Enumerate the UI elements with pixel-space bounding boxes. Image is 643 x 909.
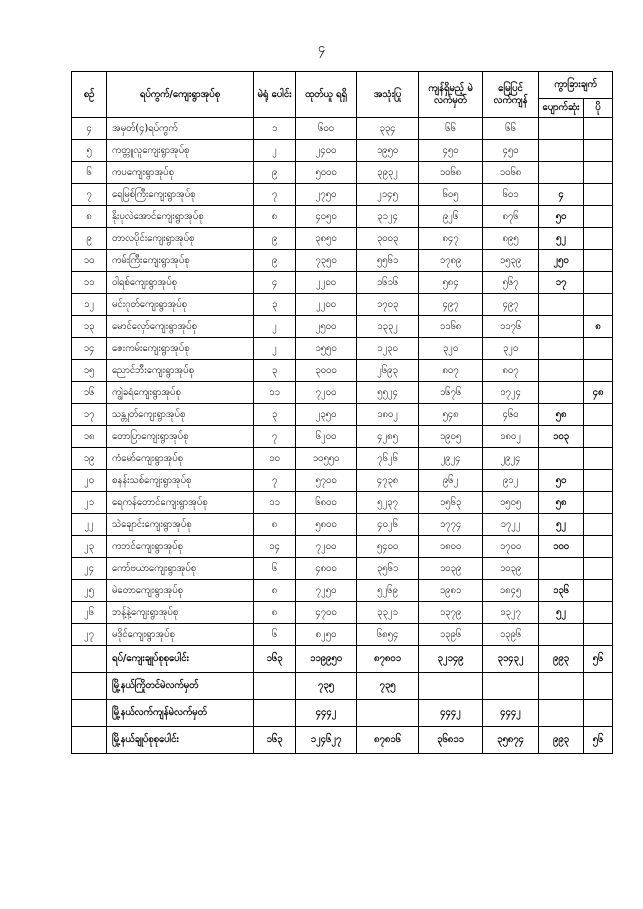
cell-no: ၂၃ bbox=[72, 536, 107, 558]
summary-cell-e bbox=[539, 673, 584, 700]
cell-f bbox=[584, 206, 613, 228]
cell-f bbox=[584, 162, 613, 184]
cell-d: ၁၀၃၉ bbox=[483, 558, 539, 580]
summary-cell-total bbox=[254, 700, 296, 727]
table-row bbox=[72, 338, 613, 360]
table-row bbox=[72, 140, 613, 162]
cell-b: ၅၄၀၀ bbox=[357, 536, 419, 558]
cell-e: ၄ bbox=[539, 184, 584, 206]
cell-b: ၅၂၆၉ bbox=[357, 580, 419, 602]
summary-cell-f bbox=[584, 673, 613, 700]
cell-no: ၈ bbox=[72, 206, 107, 228]
cell-d: ၁၈၀၂ bbox=[483, 426, 539, 448]
cell-no: ၁၀ bbox=[72, 250, 107, 272]
cell-c: ၈၄၇ bbox=[419, 228, 483, 250]
cell-f bbox=[584, 536, 613, 558]
cell-a: ၂၇၅၀ bbox=[296, 184, 357, 206]
cell-c: ၁၇၈၉ bbox=[419, 250, 483, 272]
cell-a: ၆၈၀၀ bbox=[296, 492, 357, 514]
cell-no: ၂၆ bbox=[72, 602, 107, 624]
cell-no: ၁၆ bbox=[72, 382, 107, 404]
cell-a: ၇၂၀၀ bbox=[296, 382, 357, 404]
cell-f bbox=[584, 514, 613, 536]
summary-cell-b: ၈၇၈၁၆ bbox=[357, 727, 419, 754]
cell-b: ၅၅၆၁ bbox=[357, 250, 419, 272]
cell-name: ကပကျေးရွာအုပ်စု bbox=[107, 162, 254, 184]
cell-b: ၁၃၃၂ bbox=[357, 316, 419, 338]
cell-c: ၁၅၆၃ bbox=[419, 492, 483, 514]
cell-b: ၃၅၆၁ bbox=[357, 558, 419, 580]
cell-b: ၇၆၂၆ bbox=[357, 448, 419, 470]
cell-name: ရေကန်တောင်ကျေးရွာအုပ်စု bbox=[107, 492, 254, 514]
cell-total: ၈ bbox=[254, 514, 296, 536]
cell-no: ၁၁ bbox=[72, 272, 107, 294]
cell-e bbox=[539, 162, 584, 184]
table-row bbox=[72, 360, 613, 382]
summary-cell-c bbox=[419, 673, 483, 700]
cell-d: ၁၃၉၆ bbox=[483, 624, 539, 646]
cell-e bbox=[539, 624, 584, 646]
summary-cell-a: ၁၂၄၆၂၇ bbox=[296, 727, 357, 754]
cell-total: ၄ bbox=[254, 272, 296, 294]
cell-total: ၃ bbox=[254, 294, 296, 316]
cell-f bbox=[584, 184, 613, 206]
cell-name: ဘန့်နဲ့ကျေးရွာအုပ်စု bbox=[107, 602, 254, 624]
cell-d: ၂၉၂၄ bbox=[483, 448, 539, 470]
cell-name: ကံမော်ကျေးရွာအုပ်စု bbox=[107, 448, 254, 470]
cell-b: ၁၆၁၆ bbox=[357, 272, 419, 294]
cell-a: ၇၂၅၀ bbox=[296, 580, 357, 602]
cell-b: ၄၂၈၅ bbox=[357, 426, 419, 448]
cell-f bbox=[584, 580, 613, 602]
summary-cell-total: ၁၆၃ bbox=[254, 727, 296, 754]
cell-a: ၁၀၅၅၀ bbox=[296, 448, 357, 470]
cell-no: ၄ bbox=[72, 118, 107, 140]
summary-cell-d: ၃၅၈၇၄ bbox=[483, 727, 539, 754]
cell-d: ၉၁၂ bbox=[483, 470, 539, 492]
cell-f bbox=[584, 338, 613, 360]
header-ground-balance: မြေပြင် လက်ကျန် bbox=[483, 72, 539, 118]
cell-a: ၇၃၅၀ bbox=[296, 250, 357, 272]
cell-e bbox=[539, 316, 584, 338]
cell-c: ၁၀၃၉ bbox=[419, 558, 483, 580]
cell-name: ဝါရစ်ကျေးရွာအုပ်စု bbox=[107, 272, 254, 294]
cell-c: ၃၂၀ bbox=[419, 338, 483, 360]
cell-f bbox=[584, 360, 613, 382]
cell-no: ၆ bbox=[72, 162, 107, 184]
cell-d: ၁၅၀၅ bbox=[483, 492, 539, 514]
summary-cell-c: ၃၆၈၁၁ bbox=[419, 727, 483, 754]
cell-d: ၁၈၄၅ bbox=[483, 580, 539, 602]
summary-cell-e: ၉၉၃ bbox=[539, 646, 584, 673]
summary-cell-a: ၇၃၅ bbox=[296, 673, 357, 700]
cell-c: ၂၉၂၄ bbox=[419, 448, 483, 470]
cell-name: မဒိုင်ကျေးရွာအုပ်စု bbox=[107, 624, 254, 646]
cell-c: ၅၄၈ bbox=[419, 404, 483, 426]
cell-name: ဇေးကမ်းကျေးရွာအုပ်စု bbox=[107, 338, 254, 360]
table-row bbox=[72, 184, 613, 206]
table-row bbox=[72, 514, 613, 536]
cell-e: ၅၈ bbox=[539, 404, 584, 426]
cell-name: ကော်ဗယာကျေးရွာအုပ်စု bbox=[107, 558, 254, 580]
cell-a: ၈၂၅၀ bbox=[296, 624, 357, 646]
cell-no: ၁၃ bbox=[72, 316, 107, 338]
cell-a: ၅၇၀၀ bbox=[296, 470, 357, 492]
header-total: မဲရုံ ပေါင်း bbox=[254, 72, 296, 118]
cell-f bbox=[584, 140, 613, 162]
cell-c: ၄၅၀ bbox=[419, 140, 483, 162]
cell-e bbox=[539, 338, 584, 360]
cell-b: ၃၁၂၄ bbox=[357, 206, 419, 228]
cell-total: ၂ bbox=[254, 140, 296, 162]
cell-a: ၃၀၀၀ bbox=[296, 360, 357, 382]
header-received: ထုတ်ယူ ရရှိ bbox=[296, 72, 357, 118]
cell-b: ၁၈၀၂ bbox=[357, 404, 419, 426]
table-row bbox=[72, 272, 613, 294]
cell-total: ၁ bbox=[254, 118, 296, 140]
cell-blank bbox=[72, 646, 107, 673]
cell-c: ၁၃၉၆ bbox=[419, 624, 483, 646]
summary-cell-f: ၅၆ bbox=[584, 646, 613, 673]
cell-a: ၂၅၀၀ bbox=[296, 316, 357, 338]
summary-cell-f bbox=[584, 700, 613, 727]
cell-c: ၉၆၂ bbox=[419, 470, 483, 492]
cell-name: နိုးပုလဲအောင်ကျေးရွာအုပ်စု bbox=[107, 206, 254, 228]
cell-f bbox=[584, 558, 613, 580]
cell-e: ၅၈ bbox=[539, 492, 584, 514]
table-row bbox=[72, 316, 613, 338]
cell-c: ၁၉၈၁ bbox=[419, 580, 483, 602]
cell-e bbox=[539, 448, 584, 470]
cell-f bbox=[584, 272, 613, 294]
cell-d: ၆၆ bbox=[483, 118, 539, 140]
cell-f bbox=[584, 294, 613, 316]
cell-e: ၅၀ bbox=[539, 206, 584, 228]
cell-f bbox=[584, 624, 613, 646]
cell-c: ၁၁၆၈ bbox=[419, 316, 483, 338]
cell-blank bbox=[72, 700, 107, 727]
cell-total: ၇ bbox=[254, 470, 296, 492]
summary-cell-b: ၈၇၈၀၁ bbox=[357, 646, 419, 673]
cell-c: ၁၇၇၄ bbox=[419, 514, 483, 536]
summary-cell-name: မြို့နယ်ကြိုတင်မဲလက်မှတ် bbox=[107, 673, 254, 700]
cell-e: ၅၂ bbox=[539, 602, 584, 624]
summary-cell-name: မြို့နယ်ချုပ်စုစုပေါင်း bbox=[107, 727, 254, 754]
table-row bbox=[72, 492, 613, 514]
cell-total: ၃ bbox=[254, 404, 296, 426]
cell-total: ၁၀ bbox=[254, 448, 296, 470]
cell-d: ၁၇၀၀ bbox=[483, 536, 539, 558]
summary-cell-c: ၃၂၁၄၉ bbox=[419, 646, 483, 673]
cell-d: ၆၀၁ bbox=[483, 184, 539, 206]
cell-no: ၂၂ bbox=[72, 514, 107, 536]
cell-name: တာလပိုင်းကျေးရွာအုပ်စု bbox=[107, 228, 254, 250]
cell-no: ၂၄ bbox=[72, 558, 107, 580]
summary-cell-d: ၄၄၄၂ bbox=[483, 700, 539, 727]
header-no: စဉ် bbox=[72, 72, 107, 118]
summary-cell-name: ရပ်/ကျေးချုပ်စုစုပေါင်း bbox=[107, 646, 254, 673]
cell-f bbox=[584, 470, 613, 492]
cell-f bbox=[584, 250, 613, 272]
summary-row bbox=[72, 646, 613, 673]
cell-b: ၁၉၅၀ bbox=[357, 140, 419, 162]
cell-total: ၂ bbox=[254, 316, 296, 338]
cell-e: ၅၀ bbox=[539, 470, 584, 492]
table-row bbox=[72, 404, 613, 426]
cell-c: ၁၉၀၅ bbox=[419, 426, 483, 448]
cell-a: ၆၀၀ bbox=[296, 118, 357, 140]
cell-no: ၇ bbox=[72, 184, 107, 206]
cell-a: ၄၀၅၀ bbox=[296, 206, 357, 228]
cell-b: ၃၉၃၂ bbox=[357, 162, 419, 184]
cell-total: ၉ bbox=[254, 228, 296, 250]
cell-name: ကမ်းကြီးကျေးရွာအုပ်စု bbox=[107, 250, 254, 272]
cell-f: ၄၈ bbox=[584, 382, 613, 404]
cell-e bbox=[539, 382, 584, 404]
table-row bbox=[72, 228, 613, 250]
summary-cell-b: ၇၃၅ bbox=[357, 673, 419, 700]
table-row bbox=[72, 536, 613, 558]
cell-total: ၈ bbox=[254, 206, 296, 228]
cell-b: ၆၈၅၄ bbox=[357, 624, 419, 646]
cell-b: ၃၃၄ bbox=[357, 118, 419, 140]
cell-total: ၆ bbox=[254, 558, 296, 580]
cell-a: ၄၇၀၀ bbox=[296, 602, 357, 624]
cell-c: ၆၀၅ bbox=[419, 184, 483, 206]
cell-name: မင်းဂုတ်ကျေးရွာအုပ်စု bbox=[107, 294, 254, 316]
table-row bbox=[72, 470, 613, 492]
table-row bbox=[72, 294, 613, 316]
cell-c: ၅၈၄ bbox=[419, 272, 483, 294]
cell-name: သန္တုတ်ကျေးရွာအုပ်စု bbox=[107, 404, 254, 426]
cell-a: ၁၅၅၀ bbox=[296, 338, 357, 360]
table-row bbox=[72, 382, 613, 404]
summary-cell-a: ၁၁၉၉၅၀ bbox=[296, 646, 357, 673]
cell-b: ၂၁၄၅ bbox=[357, 184, 419, 206]
cell-blank bbox=[72, 673, 107, 700]
cell-e bbox=[539, 140, 584, 162]
cell-total: ၆ bbox=[254, 624, 296, 646]
cell-name: ရေမြစ်ကြီးကျေးရွာအုပ်စု bbox=[107, 184, 254, 206]
cell-f bbox=[584, 602, 613, 624]
cell-d: ၃၂၀ bbox=[483, 338, 539, 360]
header-used: အသုံးပြု bbox=[357, 72, 419, 118]
summary-row bbox=[72, 700, 613, 727]
cell-f bbox=[584, 426, 613, 448]
table-row bbox=[72, 118, 613, 140]
cell-total: ၇ bbox=[254, 426, 296, 448]
cell-b: ၄၇၃၈ bbox=[357, 470, 419, 492]
cell-d: ၅၆၇ bbox=[483, 272, 539, 294]
summary-cell-b bbox=[357, 700, 419, 727]
cell-d: ၄၅၀ bbox=[483, 140, 539, 162]
cell-e bbox=[539, 294, 584, 316]
cell-d: ၁၁၇၆ bbox=[483, 316, 539, 338]
cell-d: ၁၃၂၇ bbox=[483, 602, 539, 624]
cell-a: ၂၄၀၀ bbox=[296, 140, 357, 162]
summary-cell-c: ၄၄၄၂ bbox=[419, 700, 483, 727]
cell-e: ၁၃၆ bbox=[539, 580, 584, 602]
cell-a: ၂၂၀၀ bbox=[296, 294, 357, 316]
cell-no: ၁၅ bbox=[72, 360, 107, 382]
summary-cell-e: ၉၉၃ bbox=[539, 727, 584, 754]
table-row bbox=[72, 162, 613, 184]
cell-total: ၁၁ bbox=[254, 492, 296, 514]
table-row bbox=[72, 426, 613, 448]
cell-d: ၈၉၅ bbox=[483, 228, 539, 250]
header-name: ရပ်ကွက်/ကျေးရွာအုပ်စု bbox=[107, 72, 254, 118]
cell-b: ၃၃၂၁ bbox=[357, 602, 419, 624]
cell-no: ၂၇ bbox=[72, 624, 107, 646]
cell-b: ၂၆၉၃ bbox=[357, 360, 419, 382]
cell-b: ၁၂၃၀ bbox=[357, 338, 419, 360]
cell-d: ၁၀၆၈ bbox=[483, 162, 539, 184]
cell-c: ၆၆ bbox=[419, 118, 483, 140]
cell-d: ၁၅၃၉ bbox=[483, 250, 539, 272]
cell-a: ၄၈၀၀ bbox=[296, 558, 357, 580]
cell-total: ၁၁ bbox=[254, 382, 296, 404]
ballot-summary-table bbox=[71, 71, 613, 754]
cell-no: ၂၅ bbox=[72, 580, 107, 602]
summary-cell-total bbox=[254, 673, 296, 700]
cell-total: ၁၄ bbox=[254, 536, 296, 558]
cell-name: မောင်လှော်ကျေးရွာအုပ်စု bbox=[107, 316, 254, 338]
table-row bbox=[72, 558, 613, 580]
cell-d: ၁၇၂၄ bbox=[483, 382, 539, 404]
cell-e: ၁၀၀ bbox=[539, 536, 584, 558]
cell-f bbox=[584, 492, 613, 514]
cell-total: ၈ bbox=[254, 602, 296, 624]
cell-no: ၁၄ bbox=[72, 338, 107, 360]
cell-total: ၃ bbox=[254, 360, 296, 382]
cell-name: မဲတောကျေးရွာအုပ်စု bbox=[107, 580, 254, 602]
cell-no: ၂၀ bbox=[72, 470, 107, 492]
cell-c: ၈၀၇ bbox=[419, 360, 483, 382]
cell-f bbox=[584, 404, 613, 426]
table-row bbox=[72, 250, 613, 272]
cell-total: ၂ bbox=[254, 338, 296, 360]
cell-a: ၂၃၅၀ bbox=[296, 404, 357, 426]
cell-d: ၄၆၀ bbox=[483, 404, 539, 426]
header-extra: ပို bbox=[584, 99, 613, 118]
cell-c: ၁၆၇၆ bbox=[419, 382, 483, 404]
summary-cell-e bbox=[539, 700, 584, 727]
cell-f bbox=[584, 228, 613, 250]
cell-b: ၅၅၂၄ bbox=[357, 382, 419, 404]
cell-e: ၅၂ bbox=[539, 228, 584, 250]
cell-name: သဲချောင်းကျေးရွာအုပ်စု bbox=[107, 514, 254, 536]
cell-name: ကတ္တူလူကျေးရွာအုပ်စု bbox=[107, 140, 254, 162]
cell-a: ၅၀၀၀ bbox=[296, 162, 357, 184]
cell-d: ၈၇၆ bbox=[483, 206, 539, 228]
cell-b: ၄၀၂၆ bbox=[357, 514, 419, 536]
cell-a: ၃၈၅၀ bbox=[296, 228, 357, 250]
summary-cell-name: မြို့နယ်လက်ကျန်မဲလက်မှတ် bbox=[107, 700, 254, 727]
cell-no: ၁၂ bbox=[72, 294, 107, 316]
cell-d: ၈၀၇ bbox=[483, 360, 539, 382]
cell-a: ၅၈၀၀ bbox=[296, 514, 357, 536]
summary-row bbox=[72, 673, 613, 700]
cell-no: ၂၁ bbox=[72, 492, 107, 514]
header-remaining: ကျန်ရှိမည့် မဲလက်မှတ် bbox=[419, 72, 483, 118]
cell-no: ၅ bbox=[72, 140, 107, 162]
table-row bbox=[72, 602, 613, 624]
cell-name: ညောင်ဘီးကျေးရွာအုပ်စု bbox=[107, 360, 254, 382]
table-row bbox=[72, 448, 613, 470]
cell-f bbox=[584, 448, 613, 470]
summary-row bbox=[72, 727, 613, 754]
cell-total: ၉ bbox=[254, 162, 296, 184]
cell-b: ၅၂၃၇ bbox=[357, 492, 419, 514]
table-row bbox=[72, 624, 613, 646]
cell-total: ၈ bbox=[254, 580, 296, 602]
table-row bbox=[72, 580, 613, 602]
cell-e bbox=[539, 558, 584, 580]
table-row bbox=[72, 206, 613, 228]
cell-e: ၁၀၃ bbox=[539, 426, 584, 448]
cell-c: ၄၉၇ bbox=[419, 294, 483, 316]
header-lost: ပျောက်ဆုံး bbox=[539, 99, 584, 118]
cell-name: ကဘင်ကျေးရွာအုပ်စု bbox=[107, 536, 254, 558]
cell-e: ၁၇ bbox=[539, 272, 584, 294]
cell-name: ကျွဲခရံကျေးရွာအုပ်စု bbox=[107, 382, 254, 404]
cell-b: ၃၀၀၃ bbox=[357, 228, 419, 250]
cell-blank bbox=[72, 727, 107, 754]
cell-no: ၁၇ bbox=[72, 404, 107, 426]
cell-b: ၁၇၀၃ bbox=[357, 294, 419, 316]
summary-cell-f: ၅၆ bbox=[584, 727, 613, 754]
header-difference: ကွာခြားချက် bbox=[539, 72, 613, 99]
cell-a: ၆၂၀၀ bbox=[296, 426, 357, 448]
cell-e: ၂၅၀ bbox=[539, 250, 584, 272]
cell-a: ၇၂၀၀ bbox=[296, 536, 357, 558]
cell-f bbox=[584, 118, 613, 140]
summary-cell-total: ၁၆၃ bbox=[254, 646, 296, 673]
cell-c: ၁၃၇၉ bbox=[419, 602, 483, 624]
summary-cell-d bbox=[483, 673, 539, 700]
cell-no: ၉ bbox=[72, 228, 107, 250]
summary-cell-a: ၄၄၄၂ bbox=[296, 700, 357, 727]
cell-no: ၁၉ bbox=[72, 448, 107, 470]
cell-e bbox=[539, 360, 584, 382]
cell-name: အမှတ်(၄)ရပ်ကွက် bbox=[107, 118, 254, 140]
cell-c: ၉၂၆ bbox=[419, 206, 483, 228]
cell-name: တောပြာကျေးရွာအုပ်စု bbox=[107, 426, 254, 448]
page-number: ၄ bbox=[317, 41, 326, 56]
cell-a: ၂၂၀၀ bbox=[296, 272, 357, 294]
cell-no: ၁၈ bbox=[72, 426, 107, 448]
cell-c: ၁၀၆၈ bbox=[419, 162, 483, 184]
cell-c: ၁၈၀၀ bbox=[419, 536, 483, 558]
cell-e: ၅၂ bbox=[539, 514, 584, 536]
cell-f: ၈ bbox=[584, 316, 613, 338]
cell-name: စနန်းသစ်ကျေးရွာအုပ်စု bbox=[107, 470, 254, 492]
cell-total: ၉ bbox=[254, 250, 296, 272]
cell-d: ၁၇၂၂ bbox=[483, 514, 539, 536]
cell-e bbox=[539, 118, 584, 140]
summary-cell-d: ၃၁၄၃၂ bbox=[483, 646, 539, 673]
cell-d: ၄၉၇ bbox=[483, 294, 539, 316]
cell-total: ၇ bbox=[254, 184, 296, 206]
